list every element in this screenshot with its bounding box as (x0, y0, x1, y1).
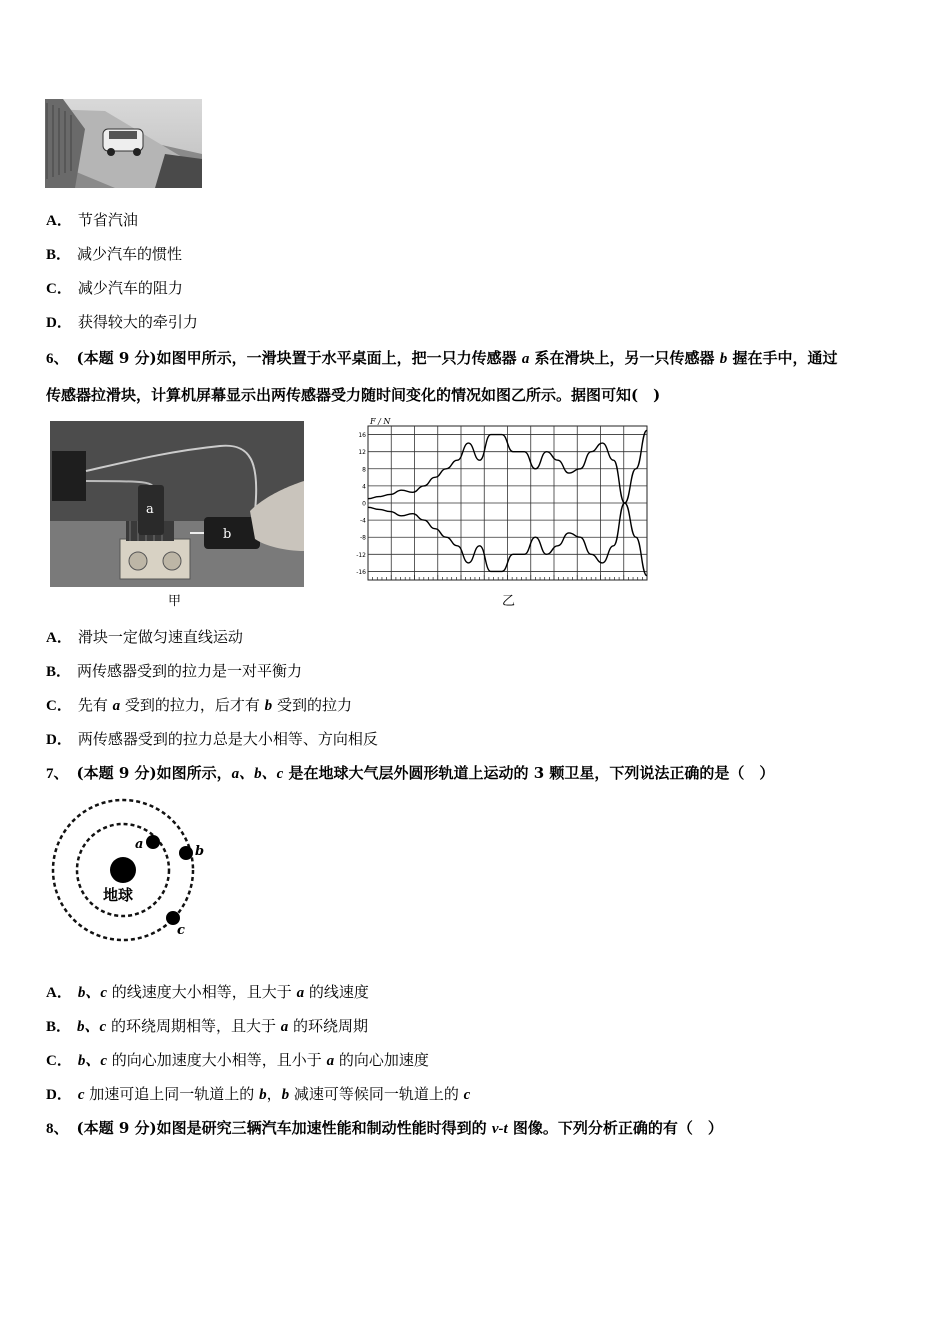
earth-label: 地球 (103, 886, 134, 904)
chart-y-tick-label: 12 (358, 449, 366, 457)
earth-circle (110, 857, 136, 883)
chart-y-tick-label: 8 (362, 466, 366, 474)
question-6-stem-line1: 6、 (本题 9 分)如图甲所示，一滑块置于水平桌面上，把一只力传感器 a 系在滑块上，另一只传感器 b 握在手中，通过 (46, 349, 838, 367)
satellite-b (179, 846, 193, 860)
question-6-stem-line2: 传感器拉滑块，计算机屏幕显示出两传感器受力随时间变化的情况如图乙所示。据图可知( ) (46, 386, 661, 404)
chart-y-tick-label: 16 (358, 432, 366, 440)
option-b: B． 减少汽车的惯性 (46, 245, 183, 263)
sensor-b-label: b (223, 527, 232, 542)
option-d: D． 获得较大的牵引力 (46, 313, 198, 331)
question-8-stem: 8、 (本题 9 分)如图是研究三辆汽车加速性能和制动性能时得到的 v-t 图像。下列分析正确的有（ ） (46, 1119, 723, 1137)
force-time-chart (350, 414, 650, 586)
q7-option-d: D． c 加速可追上同一轨道上的 b，b 减速可等候同一轨道上的 c (46, 1085, 471, 1103)
q7-option-a: A． b、c 的线速度大小相等，且大于 a 的线速度 (46, 983, 369, 1001)
satellite-a (146, 835, 160, 849)
q7-option-c: C． b、c 的向心加速度大小相等，且小于 a 的向心加速度 (46, 1051, 429, 1069)
chart-y-tick-label: 4 (362, 483, 366, 491)
q7-option-b: B． b、c 的环绕周期相等，且大于 a 的环绕周期 (46, 1017, 369, 1035)
q6-option-a: A． 滑块一定做匀速直线运动 (46, 628, 243, 646)
sensor-experiment-photo (50, 421, 304, 587)
chart-ylabel: F / N (370, 417, 391, 426)
chart-y-tick-label: -12 (356, 551, 366, 559)
sensor-a-label: a (146, 502, 154, 517)
option-a: A． 节省汽油 (46, 211, 138, 229)
car-on-ramp-photo (45, 99, 202, 188)
chart-y-tick-label: -8 (360, 534, 366, 542)
question-7-stem: 7、 (本题 9 分)如图所示，a、b、c 是在地球大气层外圆形轨道上运动的 3 颗卫星，下列说法正确的是（ ） (46, 764, 775, 782)
satellite-orbit-diagram (46, 795, 216, 947)
q6-option-c: C． 先有 a 受到的拉力，后才有 b 受到的拉力 (46, 696, 352, 714)
q6-option-b: B． 两传感器受到的拉力是一对平衡力 (46, 662, 303, 680)
satellite-c-label: c (177, 923, 185, 938)
caption-jia: 甲 (168, 594, 182, 609)
satellite-b-label: b (195, 844, 205, 859)
option-c: C． 减少汽车的阻力 (46, 279, 183, 297)
chart-y-tick-label: -4 (360, 517, 366, 525)
q6-option-d: D． 两传感器受到的拉力总是大小相等、方向相反 (46, 730, 378, 748)
satellite-a-label: a (135, 837, 144, 852)
caption-yi: 乙 (502, 594, 516, 609)
chart-y-tick-label: -16 (356, 568, 366, 576)
chart-y-tick-label: 0 (362, 500, 366, 508)
